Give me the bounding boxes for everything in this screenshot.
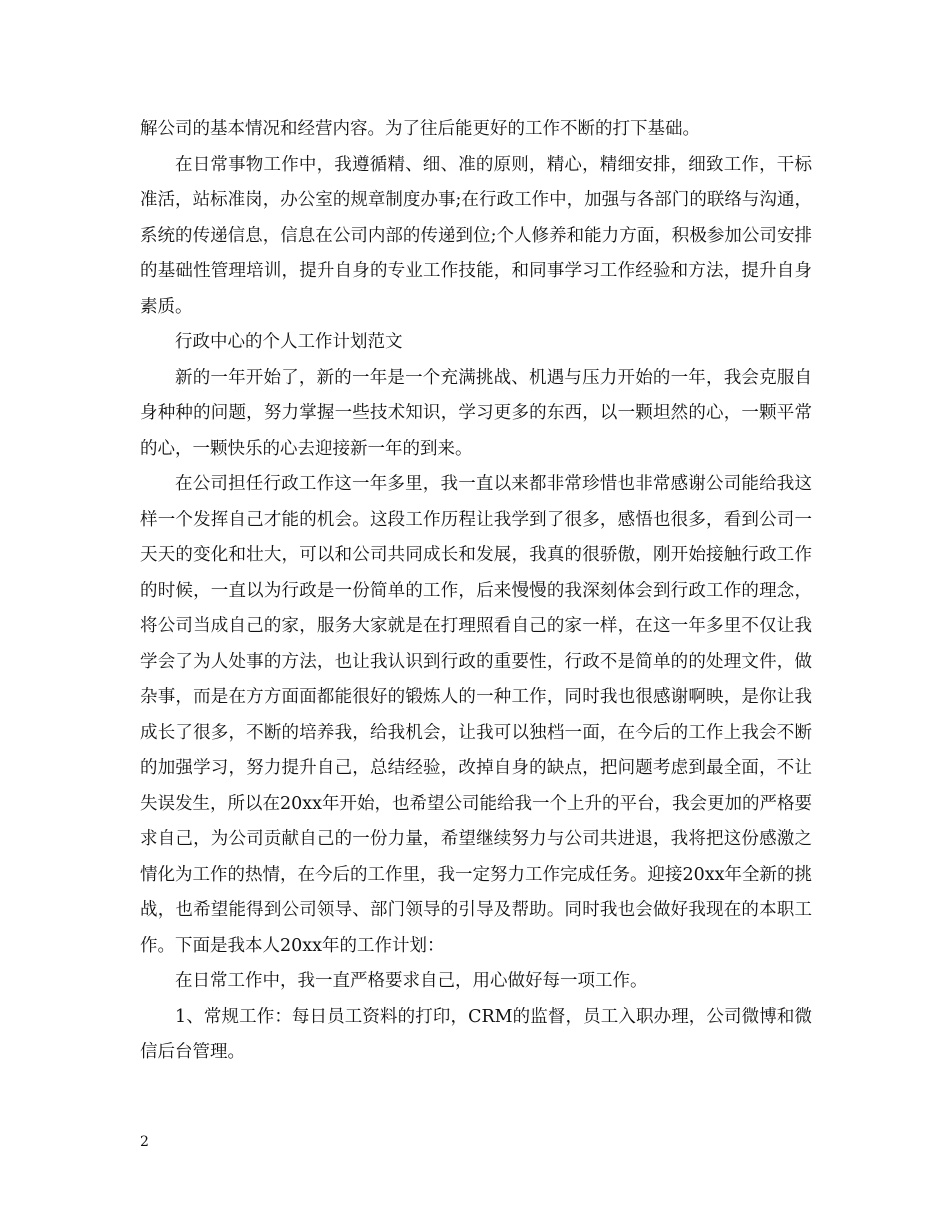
paragraph-daily-work: 在日常事物工作中，我遵循精、细、准的原则，精心，精细安排，细致工作，干标准活，站标准岗，办公室的规章制度办事;在行政工作中，加强与各部门的联络与沟通，系统的传递信息，信息在公司内部的传递到位;个人修养和能力方面，积极参加公司安排的基础性管理培训，提升自身的专业工作技能，和同事学习工作经验和方法，提升自身素质。 [140,154,812,317]
document-body [140,112,812,1071]
section-heading: 行政中心的个人工作计划范文 [175,332,403,352]
paragraph-continuation: 解公司的基本情况和经营内容。为了往后能更好的工作不断的打下基础。 [140,119,700,139]
paragraph-daily-requirements: 在日常工作中，我一直严格要求自己，用心做好每一项工作。 [175,971,648,991]
page-number: 2 [140,1134,149,1150]
paragraph-new-year: 新的一年开始了，新的一年是一个充满挑战、机遇与压力开始的一年，我会克服自身种种的问题，努力掌握一些技术知识，学习更多的东西，以一颗坦然的心，一颗平常的心，一颗快乐的心去迎接新一年的到来。 [140,367,812,459]
paragraph-admin-experience: 在公司担任行政工作这一年多里，我一直以来都非常珍惜也非常感谢公司能给我这样一个发挥自己才能的机会。这段工作历程让我学到了很多，感悟也很多，看到公司一天天的变化和壮大，可以和公司共同成长和发展，我真的很骄傲，刚开始接触行政工作的时候，一直以为行政是一份简单的工作，后来慢慢的我深刻体会到行政工作的理念，将公司当成自己的家，服务大家就是在打理照看自己的家一样，在这一年多里不仅让我学会了为人处事的方法，也让我认识到行政的重要性，行政不是简单的的处理文件，做杂事，而是在方方面面都能很好的锻炼人的一种工作，同时我也很感谢啊映，是你让我成长了很多，不断的培养我，给我机会，让我可以独档一面，在今后的工作上我会不断的加强学习，努力提升自己，总结经验，改掉自身的缺点，把问题考虑到最全面，不让失误发生，所以在20xx年开始，也希望公司能给我一个上升的平台，我会更加的严格要求自己，为公司贡献自己的一份力量，希望继续努力与公司共进退，我将把这份感激之情化为工作的热情，在今后的工作里，我一定努力工作完成任务。迎接20xx年全新的挑战，也希望能得到公司领导、部门领导的引导及帮助。同时我也会做好我现在的本职工作。下面是我本人20xx年的工作计划： [140,474,813,956]
paragraph-routine-work: 1、常规工作：每日员工资料的打印，CRM的监督，员工入职办理，公司微博和微信后台管理。 [140,1006,812,1062]
